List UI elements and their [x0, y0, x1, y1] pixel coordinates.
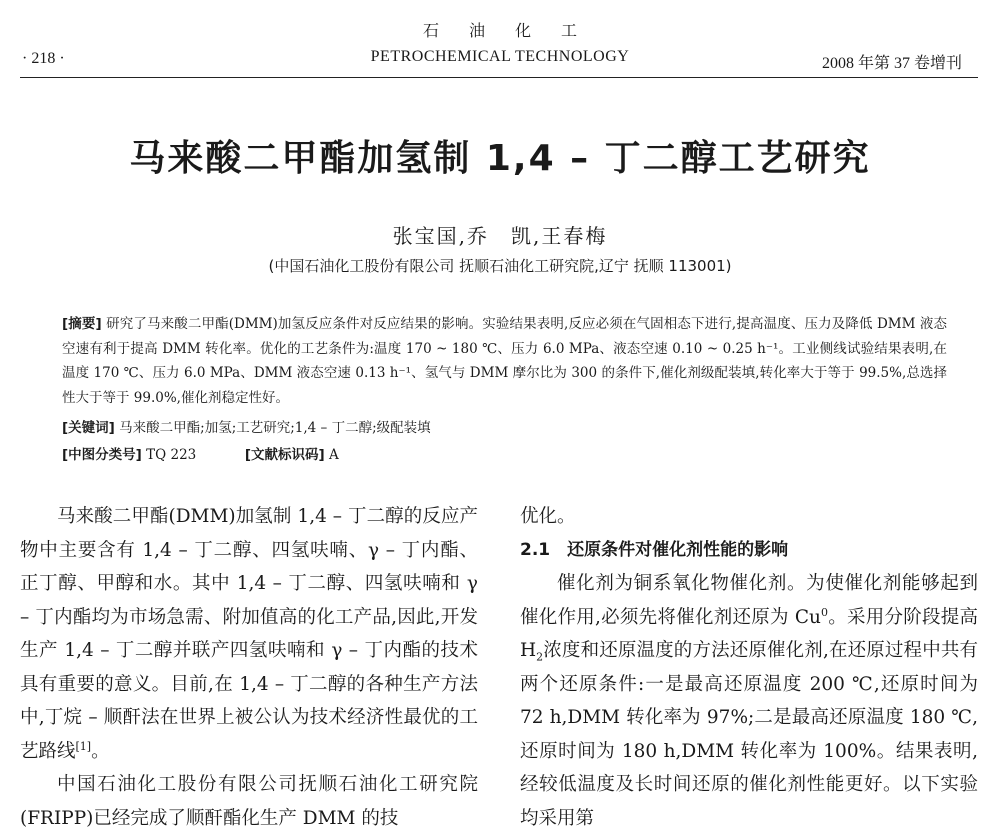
body-paragraph-carry: 优化。	[520, 506, 576, 527]
classification	[62, 445, 339, 465]
body-paragraph: 马来酸二甲酯(DMM)加氢制 1,4 – 丁二醇的反应产物中主要含有 1,4 – 丁二醇、四氢呋喃、γ – 丁内酯、正丁醇、甲醇和水。其中 1,4 – 丁二醇、四氢呋喃和 γ – 丁内酯均为市场急需、附加值高的化工产品,因此,开发生产 1,4 – 丁二醇并联产四氢呋喃和 γ – 丁内酯的技术具有重要的意义。目前,在 1,4 – 丁二醇的各种生产方法中,丁烷 – 顺酐法在世界上被公认为技术经济性最优的工艺路线[1]。	[20, 506, 478, 762]
classification-value: TQ 223	[146, 447, 197, 463]
authors: 张宝国,乔 凯,王春梅	[392, 224, 608, 248]
body-right-column	[520, 500, 978, 835]
section-heading: 2.1 还原条件对催化剂性能的影响	[520, 539, 789, 560]
body-paragraph: 中国石油化工股份有限公司抚顺石油化工研究院(FRIPP)已经完成了顺酐酯化生产 DMM 的技	[20, 774, 478, 829]
keywords-tag: [关键词]	[62, 420, 115, 436]
abstract-tag: [摘要]	[62, 316, 102, 332]
abstract	[62, 312, 947, 410]
issue-label: 2008 年第 37 卷增刊	[821, 55, 962, 72]
journal-title-cn: 石油化工	[422, 21, 607, 40]
abstract-text: 研究了马来酸二甲酯(DMM)加氢反应条件对反应结果的影响。实验结果表明,反应必须在气固相态下进行,提高温度、压力及降低 DMM 液态空速有利于提高 DMM 转化率。优化的工艺条件为:温度 170 ~ 180 ℃、压力 6.0 MPa、液态空速 0.10 ~ 0.25 h⁻¹。工业侧线试验结果表明,在温度 170 ℃、压力 6.0 MPa、DMM 液态空速 0.13 h⁻¹、氢气与 DMM 摩尔比为 300 的条件下,催化剂级配装填,转化率大于等于 99.5%,总选择性大于等于 99.0%,催化剂稳定性好。	[62, 316, 947, 406]
body-paragraph: 催化剂为铜系氧化物催化剂。为使催化剂能够起到催化作用,必须先将催化剂还原为 Cu$^0$。采用分阶段提高 $H_2$浓度和还原温度的方法还原催化剂,在还原过程中共有两个还原条件:一是最高还原温度 200 ℃,还原时间为 72 h,DMM 转化率为 97%;二是最高还原温度 180 ℃,还原时间为 180 h,DMM 转化率为 100%。结果表明,经较低温度及长时间还原的催化剂性能更好。以下实验均采用第	[520, 573, 978, 829]
article-title: 马来酸二甲酯加氢制 1,4 – 丁二醇工艺研究	[129, 138, 871, 179]
affiliation: (中国石油化工股份有限公司 抚顺石油化工研究院,辽宁 抚顺 113001)	[268, 257, 732, 275]
keywords-text: 马来酸二甲酯;加氢;工艺研究;1,4 – 丁二醇;级配装填	[119, 420, 431, 436]
doc-code-value: A	[329, 447, 339, 463]
doc-code-tag: [文献标识码]	[244, 447, 325, 463]
keywords	[62, 418, 431, 438]
body-left-column	[20, 500, 478, 835]
classification-tag: [中图分类号]	[62, 447, 142, 463]
header-rule	[20, 77, 978, 78]
page-number: · 218 ·	[22, 50, 65, 67]
citation-ref: [1]	[75, 739, 92, 753]
journal-title-en: PETROCHEMICAL TECHNOLOGY	[370, 48, 630, 65]
